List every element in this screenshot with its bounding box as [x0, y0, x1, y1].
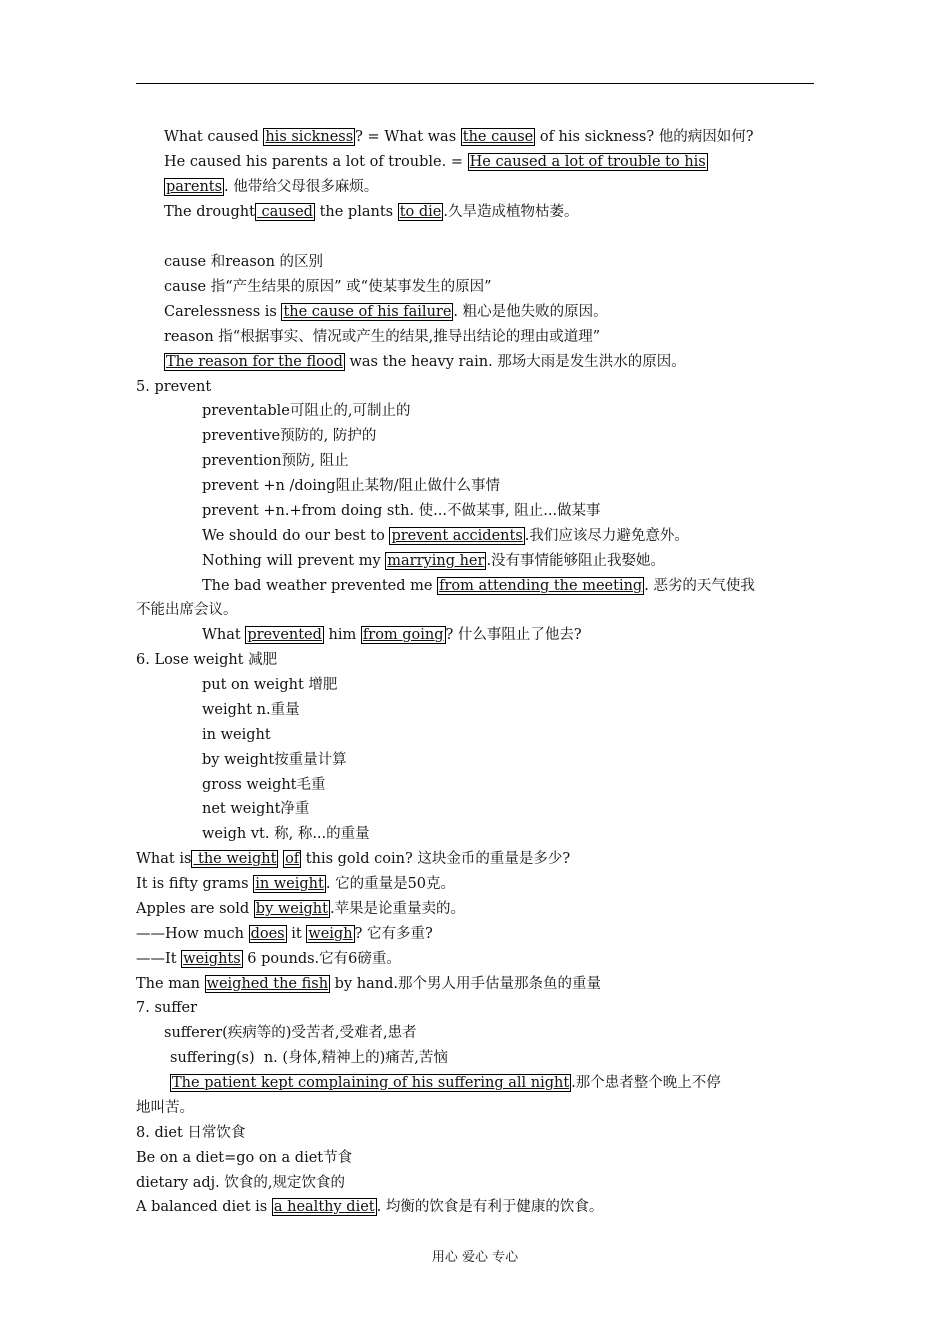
- text-line: [0, 325, 950, 349]
- text-line: [0, 1171, 950, 1195]
- boxed-phrase: The patient kept complaining of his suffering all night: [172, 1075, 570, 1091]
- text-segment: 7. suffer: [136, 1000, 198, 1016]
- line-text: [202, 474, 500, 498]
- text-line: [0, 598, 950, 622]
- boxed-phrase: the weight: [193, 851, 277, 867]
- text-line: [0, 1195, 950, 1219]
- boxed-phrase: by weight: [255, 901, 328, 917]
- boxed-phrase: prevented: [247, 627, 322, 643]
- line-text: [170, 1046, 448, 1070]
- text-segment: ? 什么事阻止了他去?: [445, 627, 582, 643]
- line-text: [164, 350, 686, 374]
- text-segment: by hand.那个男人用手估量那条鱼的重量: [330, 976, 601, 992]
- text-line: [0, 872, 950, 896]
- text-segment: It is fifty grams: [136, 876, 254, 892]
- page-footer: 用心 爱心 专心: [431, 1250, 519, 1265]
- line-text: [170, 1071, 721, 1095]
- text-line: [0, 175, 950, 199]
- line-text: [202, 549, 665, 573]
- text-segment: ? 它有多重?: [354, 926, 433, 942]
- text-segment: . 恶劣的天气使我: [644, 578, 755, 594]
- text-segment: The drought: [164, 204, 255, 220]
- text-segment: . 粗心是他失败的原因。: [453, 304, 608, 320]
- text-segment: him: [323, 627, 361, 643]
- text-segment: Apples are sold: [136, 901, 254, 917]
- text-segment: Nothing will prevent my: [202, 553, 386, 569]
- text-line: [0, 847, 950, 871]
- text-line: [0, 574, 950, 598]
- line-text: [202, 748, 347, 772]
- line-text: [164, 325, 600, 349]
- text-line: [0, 1071, 950, 1095]
- text-line: [0, 773, 950, 797]
- line-text: [136, 947, 401, 971]
- boxed-phrase: prevent accidents: [391, 528, 523, 544]
- boxed-phrase: in weight: [255, 876, 324, 892]
- text-segment: suffering(s) n. (身体,精神上的)痛苦,苦恼: [170, 1050, 448, 1066]
- line-text: [136, 972, 601, 996]
- line-text: [164, 150, 708, 174]
- line-text: [136, 847, 570, 871]
- text-segment: 地叫苦。: [136, 1100, 194, 1116]
- text-line: [0, 375, 950, 399]
- text-segment: What is: [136, 851, 192, 867]
- text-segment: ——How much: [136, 926, 249, 942]
- text-line: [0, 1146, 950, 1170]
- line-text: [202, 399, 411, 423]
- text-line: [0, 623, 950, 647]
- line-text: [202, 424, 376, 448]
- text-segment: . 均衡的饮食是有利于健康的饮食。: [376, 1199, 604, 1215]
- text-segment: in weight: [202, 727, 271, 743]
- text-line: [0, 275, 950, 299]
- boxed-phrase: marrying her: [387, 553, 485, 569]
- line-text: [164, 125, 754, 149]
- line-text: [164, 200, 579, 224]
- text-segment: this gold coin? 这块金币的重量是多少?: [301, 851, 571, 867]
- line-text: [136, 996, 197, 1020]
- text-line: [0, 673, 950, 697]
- line-text: [136, 648, 277, 672]
- line-text: [202, 797, 309, 821]
- text-segment: ——It: [136, 951, 182, 967]
- text-line: [0, 250, 950, 274]
- line-text: [202, 698, 300, 722]
- text-line: [0, 748, 950, 772]
- text-segment: . 他带给父母很多麻烦。: [224, 179, 379, 195]
- boxed-phrase: his sickness: [265, 129, 354, 145]
- text-line: [0, 822, 950, 846]
- text-segment: preventive预防的, 防护的: [202, 428, 377, 444]
- boxed-phrase: The reason for the flood: [166, 354, 343, 370]
- text-segment: . 它的重量是50克。: [325, 876, 456, 892]
- text-line: [0, 200, 950, 224]
- text-segment: .我们应该尽力避免意外。: [524, 528, 689, 544]
- text-segment: put on weight 增肥: [202, 677, 338, 693]
- boxed-phrase: from attending the meeting: [439, 578, 643, 594]
- text-line: [0, 996, 950, 1020]
- text-line: [0, 648, 950, 672]
- line-text: [202, 574, 755, 598]
- text-segment: it: [286, 926, 307, 942]
- text-line: [0, 1096, 950, 1120]
- line-text: [136, 1146, 352, 1170]
- text-segment: What: [202, 627, 246, 643]
- text-segment: Be on a diet=go on a diet节食: [136, 1150, 353, 1166]
- line-text: [202, 449, 349, 473]
- text-line: [0, 300, 950, 324]
- text-segment: .那个患者整个晚上不停: [571, 1075, 721, 1091]
- text-segment: 不能出席会议。: [136, 602, 238, 618]
- text-line: [0, 972, 950, 996]
- text-segment: reason 指“根据事实、情况或产生的结果,推导出结论的理由或道理”: [164, 329, 601, 345]
- text-segment: the plants: [314, 204, 398, 220]
- text-segment: prevent +n.+from doing sth. 使...不做某事, 阻止...做某事: [202, 503, 601, 519]
- line-text: [202, 499, 601, 523]
- text-line: [0, 399, 950, 423]
- text-segment: 5. prevent: [136, 379, 212, 395]
- text-line: [0, 449, 950, 473]
- text-segment: What caused: [164, 129, 264, 145]
- boxed-phrase: weighed the fish: [206, 976, 329, 992]
- text-segment: weigh vt. 称, 称...的重量: [202, 826, 370, 842]
- text-segment: dietary adj. 饮食的,规定饮食的: [136, 1175, 345, 1191]
- boxed-phrase: the cause of his failure: [283, 304, 452, 320]
- line-text: [164, 300, 608, 324]
- text-segment: by weight按重量计算: [202, 752, 347, 768]
- line-text: [202, 822, 370, 846]
- line-text: [136, 1171, 345, 1195]
- text-segment: A balanced diet is: [136, 1199, 272, 1215]
- line-text: [136, 1121, 245, 1145]
- boxed-phrase: of: [285, 851, 300, 867]
- boxed-phrase: caused: [256, 204, 313, 220]
- boxed-phrase: to die: [399, 204, 442, 220]
- text-line: [0, 1046, 950, 1070]
- line-text: [164, 175, 378, 199]
- text-line: [0, 150, 950, 174]
- text-segment: The man: [136, 976, 205, 992]
- text-segment: He caused his parents a lot of trouble. =: [164, 154, 468, 170]
- text-segment: 6 pounds.它有6磅重。: [242, 951, 401, 967]
- text-segment: of his sickness? 他的病因如何?: [535, 129, 754, 145]
- text-segment: Carelessness is: [164, 304, 282, 320]
- line-text: [136, 1195, 603, 1219]
- boxed-phrase: weigh: [308, 926, 353, 942]
- text-line: [0, 1021, 950, 1045]
- line-text: [136, 872, 455, 896]
- text-segment: .苹果是论重量卖的。: [329, 901, 466, 917]
- text-segment: sufferer(疾病等的)受苦者,受难者,患者: [164, 1025, 417, 1041]
- text-segment: prevent +n /doing阻止某物/阻止做什么事情: [202, 478, 500, 494]
- text-line: [0, 1121, 950, 1145]
- boxed-phrase: the cause: [462, 129, 534, 145]
- text-segment: 8. diet 日常饮食: [136, 1125, 246, 1141]
- line-text: [202, 623, 582, 647]
- text-line: [0, 125, 950, 149]
- text-line: [0, 947, 950, 971]
- text-segment: prevention预防, 阻止: [202, 453, 349, 469]
- text-segment: 6. Lose weight 减肥: [136, 652, 278, 668]
- text-line: [0, 424, 950, 448]
- text-line: [0, 723, 950, 747]
- text-line: [0, 897, 950, 921]
- line-text: [136, 375, 211, 399]
- boxed-phrase: parents: [166, 179, 223, 195]
- text-segment: The bad weather prevented me: [202, 578, 438, 594]
- line-text: [136, 897, 465, 921]
- header-rule: [136, 83, 814, 84]
- boxed-phrase: a healthy diet: [273, 1199, 375, 1215]
- text-line: [0, 797, 950, 821]
- line-text: [164, 1021, 417, 1045]
- line-text: [164, 275, 492, 299]
- text-segment: cause 和reason 的区别: [164, 254, 324, 270]
- text-line: [0, 499, 950, 523]
- text-segment: preventable可阻止的,可制止的: [202, 403, 411, 419]
- text-line: [0, 350, 950, 374]
- text-line: [0, 474, 950, 498]
- text-segment: We should do our best to: [202, 528, 390, 544]
- line-text: [202, 723, 271, 747]
- text-segment: net weight净重: [202, 801, 310, 817]
- text-line: [0, 524, 950, 548]
- text-segment: ? = What was: [355, 129, 461, 145]
- boxed-phrase: does: [250, 926, 285, 942]
- line-text: [202, 524, 689, 548]
- line-text: [136, 598, 238, 622]
- text-line: [0, 698, 950, 722]
- line-text: [136, 1096, 194, 1120]
- text-line: [0, 549, 950, 573]
- boxed-phrase: He caused a lot of trouble to his: [469, 154, 706, 170]
- text-segment: was the heavy rain. 那场大雨是发生洪水的原因。: [344, 354, 686, 370]
- text-segment: weight n.重量: [202, 702, 300, 718]
- line-text: [136, 922, 433, 946]
- text-segment: .没有事情能够阻止我娶她。: [486, 553, 666, 569]
- line-text: [202, 773, 326, 797]
- boxed-phrase: weights: [183, 951, 241, 967]
- text-segment: cause 指“产生结果的原因” 或“使某事发生的原因”: [164, 279, 492, 295]
- line-text: [164, 250, 323, 274]
- boxed-phrase: from going: [362, 627, 444, 643]
- line-text: [202, 673, 337, 697]
- text-segment: gross weight毛重: [202, 777, 326, 793]
- text-segment: .久旱造成植物枯萎。: [443, 204, 579, 220]
- text-line: [0, 922, 950, 946]
